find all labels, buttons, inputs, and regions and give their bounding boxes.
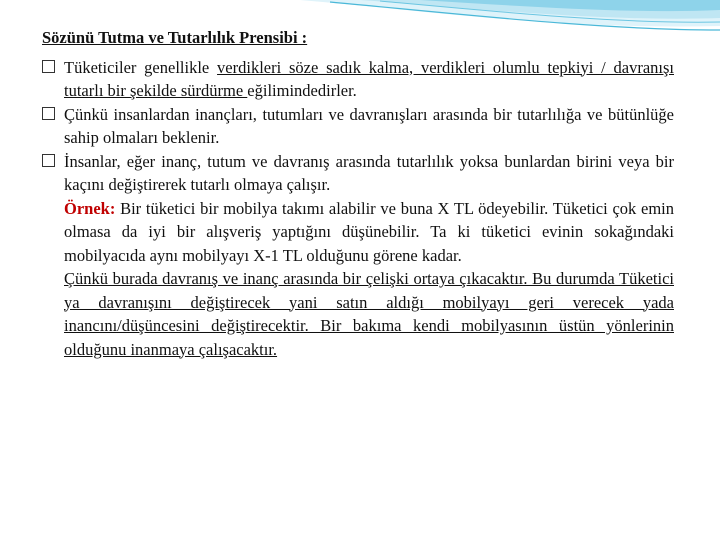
checkbox-bullet-icon [42, 154, 55, 167]
example-text: Bir tüketici bir mobilya takımı alabilir ve buna X TL ödeyebilir. Tüketici çok emin olmasa da iyi bir alışveriş yaptığını düşünebilir. Ta ki tüketici evinin sokağındaki mobilyacıda aynı mobilyayı X-1 TL olduğunu görene kadar. [64, 198, 674, 265]
example-paragraph [42, 197, 674, 268]
conclusion-paragraph: Çünkü burada davranış ve inanç arasında bir çelişki ortaya çıkacaktır. Bu durumda Tüketici ya davranışını değiştirecek yani satın aldığı mobilyayı geri verecek yada inancını/düşüncesini değiştirecektir. Bir bakıma kendi mobilyasının üstün yönlerinin olduğunu inanmaya çalışacaktır. [64, 269, 674, 359]
bullet-text: Tüketiciler genellikle [64, 57, 218, 77]
bullet-text-underlined: verdikleri söze sadık kalma, verdikleri olumlu tepkiyi / davranışı tutarlı bir şekilde sürdürme [64, 57, 674, 100]
checkbox-bullet-icon [42, 107, 55, 120]
bullet-text: İnsanlar, eğer inanç, tutum ve davranış arasında tutarlılık yoksa bunlardan birini veya bir kaçını değiştirerek tutarlı olmaya çalışır. [64, 151, 674, 194]
bullet-item [42, 56, 674, 103]
bullet-text: eğilimindedirler. [247, 81, 357, 100]
bullet-item [42, 103, 674, 150]
bullet-item [42, 150, 674, 197]
checkbox-bullet-icon [42, 60, 55, 73]
example-label: Örnek: [64, 198, 116, 218]
slide-content [42, 26, 674, 361]
bullet-text: Çünkü insanlardan inançları, tutumları ve davranışları arasında bir tutarlılığa ve bütünlüğe sahip olmaları beklenir. [64, 104, 674, 147]
slide-title: Sözünü Tutma ve Tutarlılık Prensibi : [42, 28, 308, 47]
